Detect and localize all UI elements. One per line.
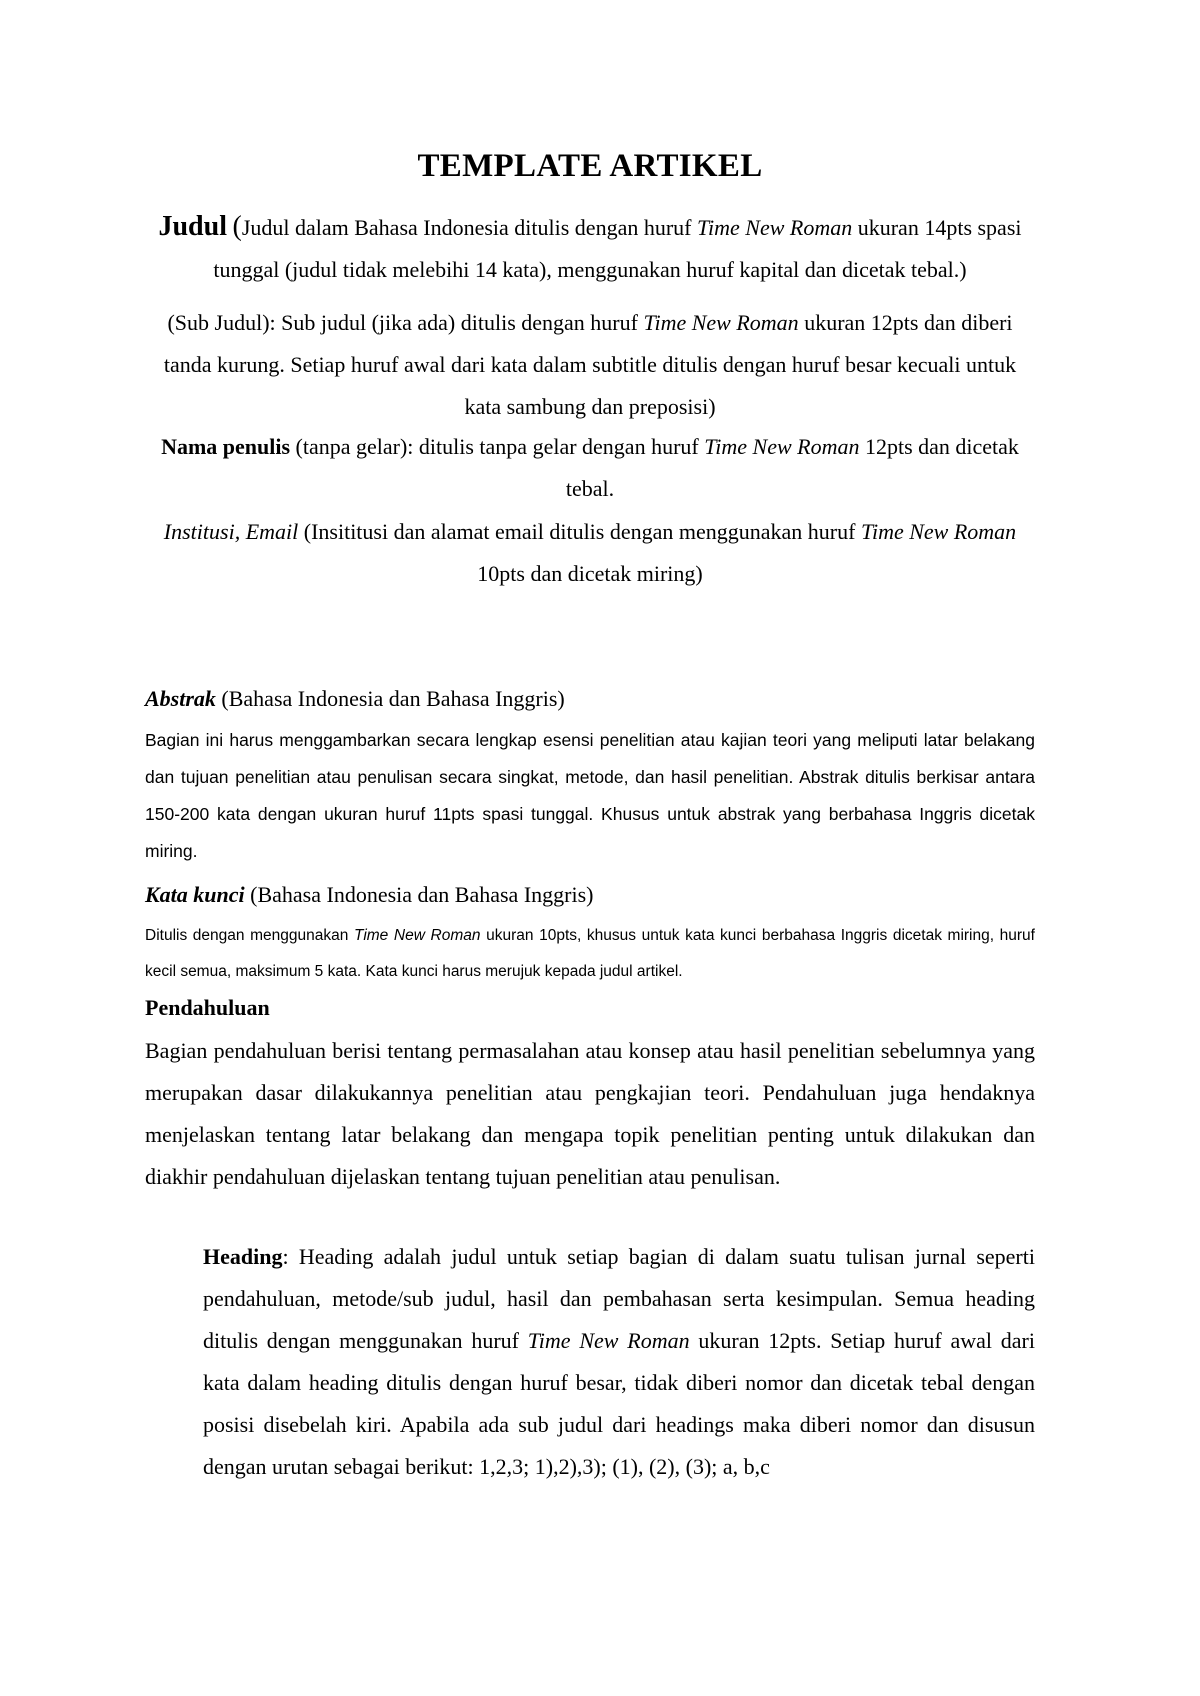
abstrak-label: Abstrak [145, 686, 216, 711]
institusi-label: Institusi, Email [163, 519, 299, 544]
abstrak-label-suffix: (Bahasa Indonesia dan Bahasa Inggris) [215, 686, 565, 711]
kata-kunci-heading [145, 880, 593, 910]
penulis-text-1: (tanpa gelar): ditulis tanpa gelar dengan huruf [290, 434, 705, 459]
kata-kunci-body [145, 918, 1035, 990]
judul-font-name: Time New Roman [697, 215, 853, 240]
kata-kunci-text-2: ukuran 10pts, khusus untuk kata kunci berbahasa Inggris dicetak miring, huruf kecil semua, maksimum 5 kata. Kata kunci harus merujuk kepada judul artikel. [145, 927, 1035, 980]
kata-kunci-label: Kata kunci [145, 882, 245, 907]
institusi-text-2: 10pts dan dicetak miring) [477, 561, 703, 586]
document-title: TEMPLATE ARTIKEL [417, 148, 763, 184]
judul-label: Judul [158, 211, 227, 242]
judul-text-2: ukuran 14pts spasi tunggal (judul tidak melebihi 14 kata), menggunakan huruf kapital dan dicetak tebal.) [213, 215, 1022, 282]
subjudul-text-1: (Sub Judul): Sub judul (jika ada) ditulis dengan huruf [167, 310, 644, 335]
judul-open-paren: ( [232, 211, 242, 242]
pendahuluan-heading: Pendahuluan [145, 995, 270, 1020]
penulis-font-name: Time New Roman [704, 434, 860, 459]
subjudul-paragraph [145, 302, 1035, 428]
judul-text-1: Judul dalam Bahasa Indonesia ditulis dengan huruf [241, 215, 697, 240]
kata-kunci-label-suffix: (Bahasa Indonesia dan Bahasa Inggris) [244, 882, 594, 907]
institusi-font-name: Time New Roman [860, 519, 1017, 544]
kata-kunci-text-1: Ditulis dengan menggunakan [145, 927, 354, 944]
abstrak-body: Bagian ini harus menggambarkan secara lengkap esensi penelitian atau kajian teori yang meliputi latar belakang dan tujuan penelitian atau penulisan secara singkat, metode, dan hasil penelitian. Abstrak ditulis berkisar antara 150-200 kata dengan ukuran huruf 11pts spasi tunggal. Khusus untuk abstrak yang berbahasa Inggris dicetak miring. [145, 730, 1035, 861]
subjudul-text-2: ukuran 12pts dan diberi tanda kurung. Setiap huruf awal dari kata dalam subtitle ditulis dengan huruf besar kecuali untuk kata sambung dan preposisi) [163, 310, 1017, 419]
abstrak-heading [145, 684, 565, 714]
subjudul-font-name: Time New Roman [643, 310, 799, 335]
institusi-text-1: (Insititusi dan alamat email ditulis dengan menggunakan huruf [298, 519, 861, 544]
heading-font-name: Time New Roman [527, 1328, 690, 1353]
judul-paragraph [145, 206, 1035, 291]
penulis-label: Nama penulis [161, 434, 291, 459]
kata-kunci-font-name: Time New Roman [353, 927, 481, 944]
heading-text-1: : Heading adalah judul untuk setiap bagian di dalam suatu tulisan jurnal seperti pendahuluan, metode/sub judul, hasil dan pembahasan serta kesimpulan. Semua heading ditulis dengan menggunakan huruf [203, 1244, 1035, 1353]
pendahuluan-body: Bagian pendahuluan berisi tentang permasalahan atau konsep atau hasil penelitian sebelumnya yang merupakan dasar dilakukannya penelitian atau pengkajian teori. Pendahuluan juga hendaknya menjelaskan tentang latar belakang dan mengapa topik penelitian penting untuk dilakukan dan diakhir pendahuluan dijelaskan tentang tujuan penelitian atau penulisan. [145, 1038, 1035, 1189]
heading-paragraph [203, 1236, 1035, 1488]
heading-text-2: ukuran 12pts. Setiap huruf awal dari kata dalam heading ditulis dengan huruf besar, tidak diberi nomor dan dicetak tebal dengan posisi disebelah kiri. Apabila ada sub judul dari headings maka diberi nomor dan disusun dengan urutan sebagai berikut: 1,2,3; 1),2),3); (1), (2), (3); a, b,c [203, 1328, 1035, 1479]
institusi-paragraph [145, 511, 1035, 595]
penulis-text-2: 12pts dan dicetak tebal. [565, 434, 1019, 501]
document-page [145, 0, 1035, 1696]
heading-label: Heading [203, 1244, 283, 1269]
penulis-paragraph [145, 426, 1035, 510]
